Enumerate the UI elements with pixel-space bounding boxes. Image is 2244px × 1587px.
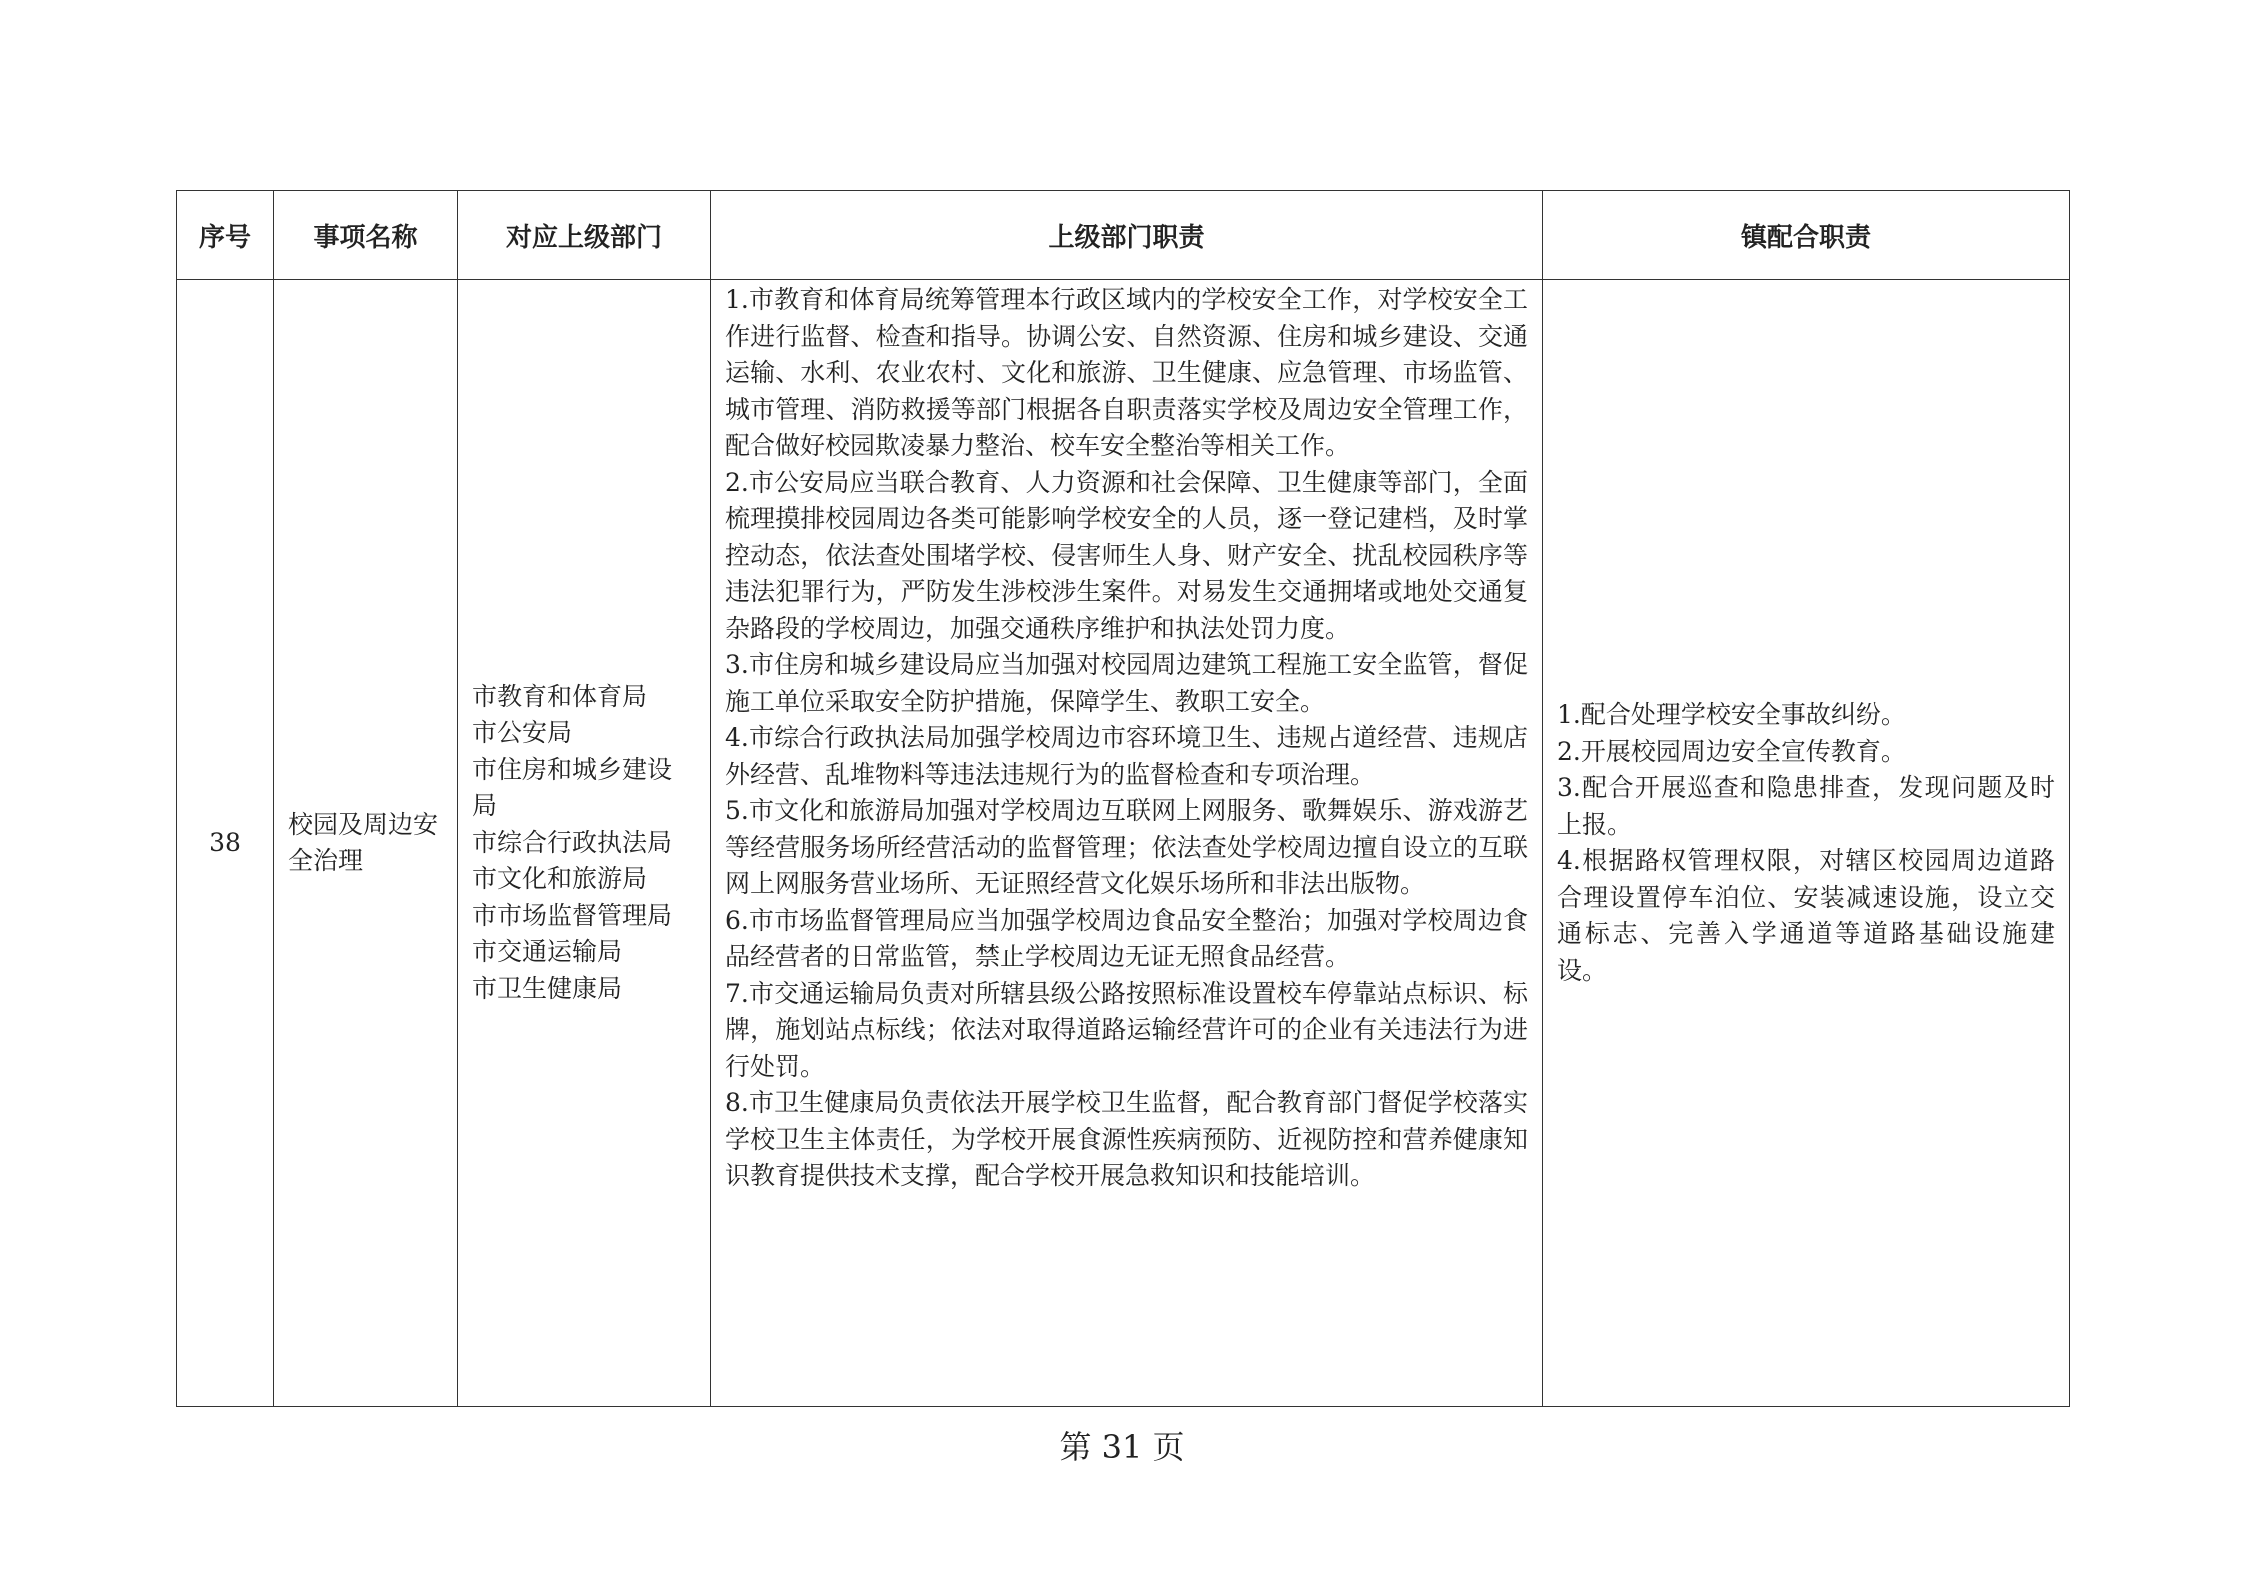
dept-line: 市教育和体育局	[472, 681, 648, 711]
duty-paragraph: 7.市交通运输局负责对所辖县级公路按照标准设置校车停靠站点标识、标牌，施划站点标线；依法对取得道路运输经营许可的企业有关违法行为进行处罚。	[725, 978, 1528, 1081]
town-duty-item: 1.配合处理学校安全事故纠纷。	[1557, 700, 1906, 729]
duty-paragraph: 6.市市场监督管理局应当加强学校周边食品安全整治；加强对学校周边食品经营者的日常监管，禁止学校周边无证无照食品经营。	[725, 905, 1528, 971]
header-town-duties: 镇配合职责	[1543, 191, 2070, 280]
dept-line: 市市场监督管理局	[472, 900, 673, 930]
table-row	[177, 280, 2070, 1407]
duty-paragraph: 3.市住房和城乡建设局应当加强对校园周边建筑工程施工安全监管，督促施工单位采取安全防护措施，保障学生、教职工安全。	[725, 650, 1528, 716]
dept-line: 市综合行政执法局	[472, 827, 673, 857]
header-item-name: 事项名称	[274, 191, 458, 280]
dept-line: 市公安局	[472, 718, 573, 748]
town-duty-item: 3.配合开展巡查和隐患排查，发现问题及时上报。	[1557, 773, 2055, 839]
dept-line: 市卫生健康局	[472, 973, 623, 1003]
cell-item-name: 校园及周边安全治理	[274, 280, 458, 1407]
duties-table	[176, 190, 2070, 1407]
header-no: 序号	[177, 191, 274, 280]
page-number: 第 31 页	[1059, 1428, 1185, 1466]
table-header-row	[177, 191, 2070, 280]
cell-superior-duties	[711, 280, 1543, 1407]
duty-paragraph: 2.市公安局应当联合教育、人力资源和社会保障、卫生健康等部门，全面梳理摸排校园周边各类可能影响学校安全的人员，逐一登记建档，及时掌控动态，依法查处围堵学校、侵害师生人身、财产安全、扰乱校园秩序等违法犯罪行为，严防发生涉校涉生案件。对易发生交通拥堵或地处交通复杂路段的学校周边，加强交通秩序维护和执法处罚力度。	[725, 467, 1528, 643]
dept-line: 市住房和城乡建设局	[472, 754, 673, 821]
cell-no: 38	[177, 280, 274, 1407]
duty-paragraph: 1.市教育和体育局统筹管理本行政区域内的学校安全工作，对学校安全工作进行监督、检查和指导。协调公安、自然资源、住房和城乡建设、交通运输、水利、农业农村、文化和旅游、卫生健康、应急管理、市场监管、城市管理、消防救援等部门根据各自职责落实学校及周边安全管理工作，配合做好校园欺凌暴力整治、校车安全整治等相关工作。	[725, 285, 1528, 460]
town-duty-item: 4.根据路权管理权限，对辖区校园周边道路合理设置停车泊位、安装减速设施，设立交通标志、完善入学通道等道路基础设施建设。	[1557, 846, 2055, 985]
cell-superior-depts	[458, 280, 711, 1407]
header-superior-duties: 上级部门职责	[711, 191, 1543, 280]
dept-line: 市交通运输局	[472, 937, 623, 967]
dept-line: 市文化和旅游局	[472, 864, 648, 894]
town-duty-item: 2.开展校园周边安全宣传教育。	[1557, 736, 1906, 766]
duty-paragraph: 5.市文化和旅游局加强对学校周边互联网上网服务、歌舞娱乐、游戏游艺等经营服务场所经营活动的监督管理；依法查处学校周边擅自设立的互联网上网服务营业场所、无证照经营文化娱乐场所和非法出版物。	[725, 796, 1528, 898]
duty-paragraph: 4.市综合行政执法局加强学校周边市容环境卫生、违规占道经营、违规店外经营、乱堆物料等违法违规行为的监督检查和专项治理。	[725, 723, 1528, 789]
duty-paragraph: 8.市卫生健康局负责依法开展学校卫生监督，配合教育部门督促学校落实学校卫生主体责任，为学校开展食源性疾病预防、近视防控和营养健康知识教育提供技术支撑，配合学校开展急救知识和技能培训。	[725, 1088, 1528, 1190]
header-superior-dept: 对应上级部门	[458, 191, 711, 280]
cell-town-duties	[1543, 280, 2070, 1407]
